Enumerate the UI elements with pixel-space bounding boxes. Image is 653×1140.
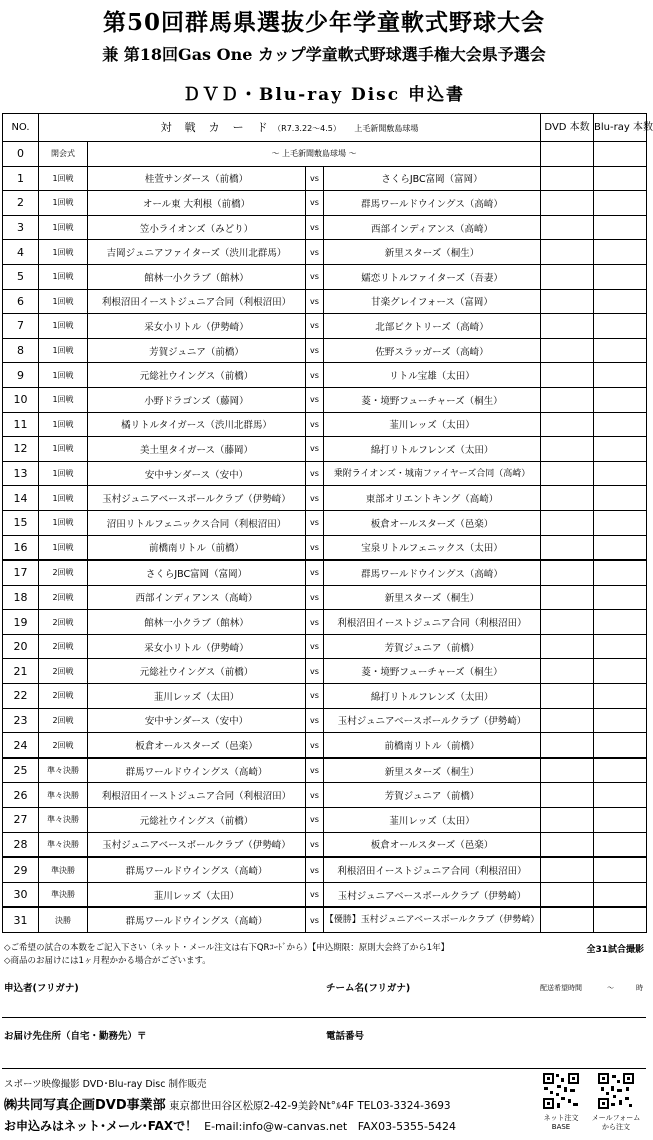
bluray-qty-cell[interactable]: [594, 314, 647, 339]
row-no: 22: [3, 684, 39, 709]
dvd-qty-cell[interactable]: [541, 758, 594, 783]
home-team: 小野ドラゴンズ（藤岡）: [88, 387, 306, 412]
row-no: 16: [3, 535, 39, 560]
away-team: さくらJBC富岡（富岡）: [324, 166, 541, 191]
vs-label: vs: [306, 758, 324, 783]
dvd-qty-cell[interactable]: [541, 882, 594, 907]
row-round: 1回戦: [39, 535, 88, 560]
away-team: 甘楽グレイフォース（富岡）: [324, 289, 541, 314]
dvd-qty-cell[interactable]: [541, 240, 594, 265]
home-team: 橘リトルタイガース（渋川北群馬）: [88, 412, 306, 437]
row-no: 15: [3, 510, 39, 535]
row-no: 29: [3, 857, 39, 882]
away-team: 【優勝】玉村ジュニアベースボールクラブ（伊勢崎）: [324, 907, 541, 932]
away-team: 新里スターズ（桐生）: [324, 758, 541, 783]
dvd-qty-cell[interactable]: [541, 808, 594, 833]
vs-label: vs: [306, 708, 324, 733]
bluray-qty-cell[interactable]: [594, 142, 647, 167]
bluray-qty-cell[interactable]: [594, 535, 647, 560]
home-team: 美土里タイガース（藤岡）: [88, 437, 306, 462]
bluray-qty-cell[interactable]: [594, 684, 647, 709]
vs-label: vs: [306, 808, 324, 833]
match-row: [3, 412, 647, 437]
row-round: 2回戦: [39, 634, 88, 659]
row-round: 1回戦: [39, 338, 88, 363]
row-round: 1回戦: [39, 166, 88, 191]
away-team: 前橋南リトル（前橋）: [324, 733, 541, 758]
bluray-qty-cell[interactable]: [594, 338, 647, 363]
away-team: 利根沼田イーストジュニア合同（利根沼田）: [324, 857, 541, 882]
home-team: 群馬ワールドウイングス（高崎）: [88, 857, 306, 882]
match-row: [3, 387, 647, 412]
home-team: さくらJBC富岡（富岡）: [88, 560, 306, 585]
match-row: [3, 486, 647, 511]
vs-label: vs: [306, 363, 324, 388]
match-row: [3, 191, 647, 216]
row-no: 6: [3, 289, 39, 314]
away-team: 宝泉リトルフェニックス（太田）: [324, 535, 541, 560]
vs-label: vs: [306, 560, 324, 585]
row-no: 28: [3, 832, 39, 857]
row-round: 1回戦: [39, 486, 88, 511]
row-round: 1回戦: [39, 387, 88, 412]
away-team: 群馬ワールドウイングス（高崎）: [324, 560, 541, 585]
dvd-qty-cell[interactable]: [541, 264, 594, 289]
dvd-qty-cell[interactable]: [541, 437, 594, 462]
vs-label: vs: [306, 585, 324, 610]
bluray-qty-cell[interactable]: [594, 289, 647, 314]
away-team: 芳賀ジュニア（前橋）: [324, 783, 541, 808]
row-no: 2: [3, 191, 39, 216]
home-team: オール東 大利根（前橋）: [88, 191, 306, 216]
vs-label: vs: [306, 659, 324, 684]
home-team: 吉岡ジュニアファイターズ（渋川北群馬）: [88, 240, 306, 265]
away-team: 嬬恋リトルファイターズ（吾妻）: [324, 264, 541, 289]
away-team: 菱・境野フューチャーズ（桐生）: [324, 659, 541, 684]
bluray-qty-cell[interactable]: [594, 907, 647, 932]
footer-business: スポーツ映像撮影 DVD･Blu-ray Disc 制作販売: [4, 1079, 207, 1090]
qr-base-caption: ネット注文 BASE: [543, 1114, 579, 1131]
home-team: 元総社ウイングス（前橋）: [88, 363, 306, 388]
vs-label: vs: [306, 264, 324, 289]
bluray-qty-cell[interactable]: [594, 437, 647, 462]
away-team: 芳賀ジュニア（前橋）: [324, 634, 541, 659]
row-round: 2回戦: [39, 610, 88, 635]
header-card-venue: 上毛新聞敷島球場: [354, 123, 419, 133]
order-methods: お申込みはネット･メール･FAXで！: [4, 1119, 198, 1133]
bluray-qty-cell[interactable]: [594, 166, 647, 191]
vs-label: vs: [306, 832, 324, 857]
dvd-qty-cell[interactable]: [541, 832, 594, 857]
team-label: チーム名(フリガナ): [326, 983, 411, 994]
total-games: 全31試合撮影: [586, 945, 644, 955]
dvd-qty-cell[interactable]: [541, 486, 594, 511]
match-row: [3, 733, 647, 758]
vs-label: vs: [306, 289, 324, 314]
row-round: 1回戦: [39, 264, 88, 289]
match-row: [3, 535, 647, 560]
dvd-qty-cell[interactable]: [541, 215, 594, 240]
away-team: 新里スターズ（桐生）: [324, 240, 541, 265]
row-no: 14: [3, 486, 39, 511]
home-team: 韮川レッズ（太田）: [88, 882, 306, 907]
dvd-qty-cell[interactable]: [541, 684, 594, 709]
note-line-1: ◇ご希望の試合の本数をご記入下さい（ネット・メール注文は右下QRｺｰﾄﾞから）【申込期限：原則大会終了から1年】: [4, 943, 450, 953]
dvd-qty-cell[interactable]: [541, 191, 594, 216]
vs-label: vs: [306, 535, 324, 560]
header-dvd: DVD 本数: [541, 114, 594, 142]
phone-label: 電話番号: [326, 1031, 365, 1042]
match-row: [3, 338, 647, 363]
row-no: 20: [3, 634, 39, 659]
row-round: 準決勝: [39, 857, 88, 882]
notes: [4, 942, 449, 968]
vs-label: vs: [306, 215, 324, 240]
delivery-time-tilde: ～: [607, 984, 614, 992]
away-team: 利根沼田イーストジュニア合同（利根沼田）: [324, 610, 541, 635]
row-no: 25: [3, 758, 39, 783]
row-round: 2回戦: [39, 733, 88, 758]
row-round: 1回戦: [39, 461, 88, 486]
vs-label: vs: [306, 634, 324, 659]
match-row: [3, 560, 647, 585]
match-row: [3, 610, 647, 635]
home-team: 采女小リトル（伊勢崎）: [88, 314, 306, 339]
bluray-qty-cell[interactable]: [594, 412, 647, 437]
bluray-qty-cell[interactable]: [594, 857, 647, 882]
bluray-qty-cell[interactable]: [594, 191, 647, 216]
away-team: 韮川レッズ（太田）: [324, 412, 541, 437]
row-no: 0: [3, 142, 39, 167]
bluray-qty-cell[interactable]: [594, 560, 647, 585]
row-no: 13: [3, 461, 39, 486]
match-row: [3, 808, 647, 833]
away-team: 玉村ジュニアベースボールクラブ（伊勢崎）: [324, 708, 541, 733]
dvd-qty-cell[interactable]: [541, 857, 594, 882]
bluray-qty-cell[interactable]: [594, 215, 647, 240]
dvd-qty-cell[interactable]: [541, 387, 594, 412]
applicant-underline: [2, 1017, 646, 1018]
vs-label: vs: [306, 191, 324, 216]
header-card-dates: （R7.3.22～4.5）: [273, 123, 341, 133]
bluray-qty-cell[interactable]: [594, 486, 647, 511]
home-team: 板倉オールスターズ（邑楽）: [88, 733, 306, 758]
row-round: 2回戦: [39, 708, 88, 733]
opening-ceremony-text: ～ 上毛新聞敷島球場 ～: [88, 142, 541, 167]
dvd-qty-cell[interactable]: [541, 142, 594, 167]
company-name: ㈱共同写真企画DVD事業部: [4, 1098, 166, 1113]
dvd-qty-cell[interactable]: [541, 510, 594, 535]
row-no: 31: [3, 907, 39, 932]
vs-label: vs: [306, 437, 324, 462]
home-team: 群馬ワールドウイングス（高崎）: [88, 758, 306, 783]
match-row: [3, 684, 647, 709]
home-team: 芳賀ジュニア（前橋）: [88, 338, 306, 363]
match-row: [3, 857, 647, 882]
row-no: 3: [3, 215, 39, 240]
vs-label: vs: [306, 314, 324, 339]
bluray-qty-cell[interactable]: [594, 882, 647, 907]
row-round: 2回戦: [39, 659, 88, 684]
tournament-subtitle: 兼 第18回Gas One カップ学童軟式野球選手権大会県予選会: [102, 45, 546, 64]
vs-label: vs: [306, 783, 324, 808]
bluray-qty-cell[interactable]: [594, 363, 647, 388]
home-team: 館林一小クラブ（館林）: [88, 264, 306, 289]
dvd-qty-cell[interactable]: [541, 166, 594, 191]
bluray-qty-cell[interactable]: [594, 832, 647, 857]
row-round: 1回戦: [39, 510, 88, 535]
applicant-label: 申込者(フリガナ): [4, 983, 79, 994]
row-no: 5: [3, 264, 39, 289]
row-round: 準々決勝: [39, 832, 88, 857]
bluray-qty-cell[interactable]: [594, 733, 647, 758]
dvd-qty-cell[interactable]: [541, 338, 594, 363]
row-round: 1回戦: [39, 240, 88, 265]
row-no: 24: [3, 733, 39, 758]
dvd-qty-cell[interactable]: [541, 610, 594, 635]
match-row: [3, 634, 647, 659]
row-no: 1: [3, 166, 39, 191]
home-team: 元総社ウイングス（前橋）: [88, 808, 306, 833]
bluray-qty-cell[interactable]: [594, 610, 647, 635]
footer-company-line: [4, 1094, 451, 1113]
match-row: [3, 264, 647, 289]
row-round: 2回戦: [39, 684, 88, 709]
bluray-qty-cell[interactable]: [594, 659, 647, 684]
home-team: 笠小ライオンズ（みどり）: [88, 215, 306, 240]
row-round: 1回戦: [39, 314, 88, 339]
match-row: [3, 166, 647, 191]
dvd-qty-cell[interactable]: [541, 907, 594, 932]
row-no: 26: [3, 783, 39, 808]
row-round: 1回戦: [39, 289, 88, 314]
row-no: 21: [3, 659, 39, 684]
vs-label: vs: [306, 461, 324, 486]
row-round: 開会式: [39, 142, 88, 167]
home-team: 館林一小クラブ（館林）: [88, 610, 306, 635]
away-team: 板倉オールスターズ（邑楽）: [324, 510, 541, 535]
header-card-label: 対 戦 カ ー ド: [160, 120, 269, 134]
bluray-qty-cell[interactable]: [594, 634, 647, 659]
home-team: 玉村ジュニアベースボールクラブ（伊勢崎）: [88, 832, 306, 857]
match-row: [3, 882, 647, 907]
vs-label: vs: [306, 486, 324, 511]
row-no: 23: [3, 708, 39, 733]
dvd-qty-cell[interactable]: [541, 783, 594, 808]
form-title: ＤＶＤ・Blu-ray Disc 申込書: [182, 85, 466, 105]
address-label: お届け先住所（自宅・勤務先）〒: [4, 1031, 147, 1042]
company-address: 東京都世田谷区松原2-42-9美鈴Nt°ﾙ4F TEL03-3324-3693: [169, 1100, 451, 1112]
row-round: 1回戦: [39, 215, 88, 240]
home-team: 桂萱サンダース（前橋）: [88, 166, 306, 191]
match-row: [3, 437, 647, 462]
bluray-qty-cell[interactable]: [594, 758, 647, 783]
match-row: [3, 659, 647, 684]
row-round: 1回戦: [39, 412, 88, 437]
row-round: 1回戦: [39, 191, 88, 216]
row-no: 10: [3, 387, 39, 412]
home-team: 玉村ジュニアベースボールクラブ（伊勢崎）: [88, 486, 306, 511]
vs-label: vs: [306, 338, 324, 363]
header-no: NO.: [3, 114, 39, 142]
match-row: [3, 289, 647, 314]
vs-label: vs: [306, 240, 324, 265]
home-team: 前橋南リトル（前橋）: [88, 535, 306, 560]
vs-label: vs: [306, 387, 324, 412]
header-bluray: Blu-ray 本数: [594, 114, 647, 142]
match-row: [3, 314, 647, 339]
footer-order-line: [4, 1117, 456, 1134]
match-row: [3, 832, 647, 857]
away-team: 北部ビクトリーズ（高崎）: [324, 314, 541, 339]
bluray-qty-cell[interactable]: [594, 585, 647, 610]
dvd-qty-cell[interactable]: [541, 412, 594, 437]
dvd-qty-cell[interactable]: [541, 535, 594, 560]
address-field[interactable]: [2, 1042, 646, 1066]
row-no: 9: [3, 363, 39, 388]
away-team: 玉村ジュニアベースボールクラブ（伊勢崎）: [324, 882, 541, 907]
home-team: 安中サンダース（安中）: [88, 708, 306, 733]
qr-mailform-caption: メールフォーム から注文: [591, 1114, 641, 1131]
away-team: 綿打リトルフレンズ（太田）: [324, 437, 541, 462]
row-no: 30: [3, 882, 39, 907]
vs-label: vs: [306, 733, 324, 758]
away-team: 菱・境野フューチャーズ（桐生）: [324, 387, 541, 412]
home-team: 韮川レッズ（太田）: [88, 684, 306, 709]
match-row: [3, 240, 647, 265]
away-team: リトル宝雄（太田）: [324, 363, 541, 388]
match-row: [3, 708, 647, 733]
row-no: 8: [3, 338, 39, 363]
bluray-qty-cell[interactable]: [594, 808, 647, 833]
bluray-qty-cell[interactable]: [594, 240, 647, 265]
dvd-qty-cell[interactable]: [541, 363, 594, 388]
qr-icon: [597, 1072, 635, 1110]
vs-label: vs: [306, 510, 324, 535]
row-no: 11: [3, 412, 39, 437]
row-no: 18: [3, 585, 39, 610]
tournament-title: 第50回群馬県選抜少年学童軟式野球大会: [102, 9, 545, 36]
home-team: 元総社ウイングス（前橋）: [88, 659, 306, 684]
dvd-qty-cell[interactable]: [541, 708, 594, 733]
row-no: 12: [3, 437, 39, 462]
match-row: [3, 783, 647, 808]
row-round: 2回戦: [39, 560, 88, 585]
dvd-qty-cell[interactable]: [541, 659, 594, 684]
dvd-qty-cell[interactable]: [541, 314, 594, 339]
match-row: [3, 907, 647, 932]
away-team: 佐野スラッガーズ（高崎）: [324, 338, 541, 363]
row-no: 19: [3, 610, 39, 635]
vs-label: vs: [306, 857, 324, 882]
match-row: [3, 758, 647, 783]
dvd-qty-cell[interactable]: [541, 634, 594, 659]
match-row: [3, 585, 647, 610]
qr-code-base[interactable]: [542, 1072, 580, 1114]
dvd-qty-cell[interactable]: [541, 461, 594, 486]
dvd-qty-cell[interactable]: [541, 289, 594, 314]
delivery-time-label: 配送希望時間: [540, 984, 582, 992]
bluray-qty-cell[interactable]: [594, 510, 647, 535]
order-email[interactable]: E-mail:info@w-canvas.net: [204, 1120, 348, 1133]
away-team: 板倉オールスターズ（邑楽）: [324, 832, 541, 857]
row-round: 決勝: [39, 907, 88, 932]
qr-code-mailform[interactable]: [597, 1072, 635, 1114]
header-card: [39, 114, 541, 142]
away-team: 群馬ワールドウイングス（高崎）: [324, 191, 541, 216]
bluray-qty-cell[interactable]: [594, 461, 647, 486]
dvd-qty-cell[interactable]: [541, 733, 594, 758]
away-team: 乗附ライオンズ・城南ファイヤーズ合同（高崎）: [324, 461, 541, 486]
row-round: 準々決勝: [39, 808, 88, 833]
match-row: [3, 215, 647, 240]
vs-label: vs: [306, 882, 324, 907]
row-no: 7: [3, 314, 39, 339]
vs-label: vs: [306, 412, 324, 437]
row-round: 1回戦: [39, 437, 88, 462]
row-no: 4: [3, 240, 39, 265]
vs-label: vs: [306, 907, 324, 932]
home-team: 群馬ワールドウイングス（高崎）: [88, 907, 306, 932]
row-round: 2回戦: [39, 585, 88, 610]
row-no: 17: [3, 560, 39, 585]
home-team: 采女小リトル（伊勢崎）: [88, 634, 306, 659]
row-no: 27: [3, 808, 39, 833]
vs-label: vs: [306, 684, 324, 709]
home-team: 西部インディアンス（高崎）: [88, 585, 306, 610]
footer-divider: [2, 1068, 646, 1069]
vs-label: vs: [306, 166, 324, 191]
dvd-qty-cell[interactable]: [541, 585, 594, 610]
vs-label: vs: [306, 610, 324, 635]
bluray-qty-cell[interactable]: [594, 708, 647, 733]
bluray-qty-cell[interactable]: [594, 783, 647, 808]
row-round: 準決勝: [39, 882, 88, 907]
away-team: 新里スターズ（桐生）: [324, 585, 541, 610]
home-team: 利根沼田イーストジュニア合同（利根沼田）: [88, 289, 306, 314]
bluray-qty-cell[interactable]: [594, 387, 647, 412]
opening-row: [3, 142, 647, 167]
away-team: 西部インディアンス（高崎）: [324, 215, 541, 240]
row-round: 準々決勝: [39, 783, 88, 808]
bluray-qty-cell[interactable]: [594, 264, 647, 289]
away-team: 韮川レッズ（太田）: [324, 808, 541, 833]
qr-icon: [542, 1072, 580, 1110]
dvd-qty-cell[interactable]: [541, 560, 594, 585]
table-header: [3, 114, 647, 142]
note-line-2: ◇商品のお届けには1ヶ月程かかる場合がございます。: [4, 956, 211, 966]
away-team: 綿打リトルフレンズ（太田）: [324, 684, 541, 709]
match-row: [3, 363, 647, 388]
row-round: 1回戦: [39, 363, 88, 388]
applicant-field[interactable]: [2, 994, 646, 1016]
order-table: [2, 113, 653, 933]
delivery-time-unit: 時: [636, 984, 643, 992]
row-round: 準々決勝: [39, 758, 88, 783]
match-row: [3, 461, 647, 486]
home-team: 安中サンダース（安中）: [88, 461, 306, 486]
order-fax: FAX03-5355-5424: [357, 1120, 457, 1133]
home-team: 沼田リトルフェニックス合同（利根沼田）: [88, 510, 306, 535]
home-team: 利根沼田イーストジュニア合同（利根沼田）: [88, 783, 306, 808]
away-team: 東部オリエントキング（高崎）: [324, 486, 541, 511]
match-row: [3, 510, 647, 535]
